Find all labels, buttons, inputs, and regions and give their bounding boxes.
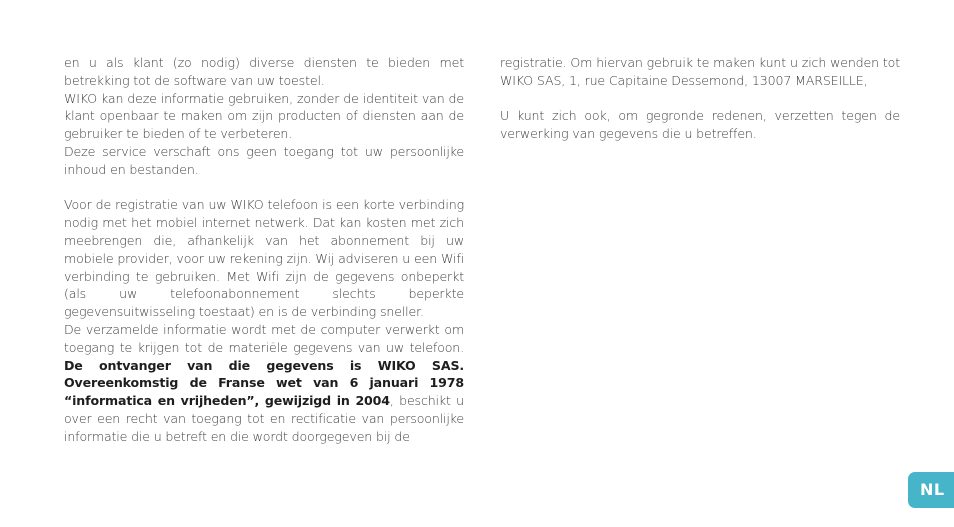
bold-text-span: De ontvanger van die gegevens is WIKO SAS. Overeenkomstig de Franse wet van 6 januari 1978 “informatica en vrijheden”, gewijzigd in 2004 [64, 357, 464, 409]
text-span: , beschikt u over een recht van toegang tot en rectificatie van persoonlijke informatie die u betreft en die wordt doorgegeven bij de [64, 393, 465, 444]
paragraph: Voor de registratie van uw WIKO telefoon is een korte verbinding nodig met het mobiel internet netwerk. Dat kan kosten met zich meebrengen die, afhankelijk van het abonnement bij uw mobiele provider, voor uw rekening zijn. Wij adviseren u een Wifi verbinding te gebruiken. Met Wifi zijn de gegevens onbeperkt (als uw telefoonabonnement slechts beperkte gegevensuitwisseling toestaat) en is de verbinding sneller. [64, 197, 464, 320]
paragraph: registratie. Om hiervan gebruik te maken kunt u zich wenden tot WIKO SAS, 1, rue Capitaine Dessemond, 13007 MARSEILLE, [500, 55, 900, 88]
paragraph: Deze service verschaft ons geen toegang tot uw persoonlijke inhoud en bestanden. [64, 143, 464, 177]
right-text-column [500, 54, 900, 143]
paragraph: WIKO kan deze informatie gebruiken, zonder de identiteit van de klant openbaar te maken om zijn producten of diensten aan de gebruiker te bieden of te verbeteren. [64, 90, 464, 142]
paragraph-with-bold [64, 321, 464, 446]
paragraph: U kunt zich ook, om gegronde redenen, verzetten tegen de verwerking van gegevens die u betreffen. [500, 108, 900, 142]
left-text-column [64, 54, 464, 446]
paragraph-gap [500, 90, 900, 108]
paragraph-gap [64, 179, 464, 197]
text-span: De verzamelde informatie wordt met de computer verwerkt om toegang te krijgen tot de materiële gegevens van uw telefoon. [64, 321, 464, 355]
language-tab: NL [908, 472, 954, 508]
paragraph: en u als klant (zo nodig) diverse diensten te bieden met betrekking tot de software van uw toestel. [64, 55, 464, 88]
